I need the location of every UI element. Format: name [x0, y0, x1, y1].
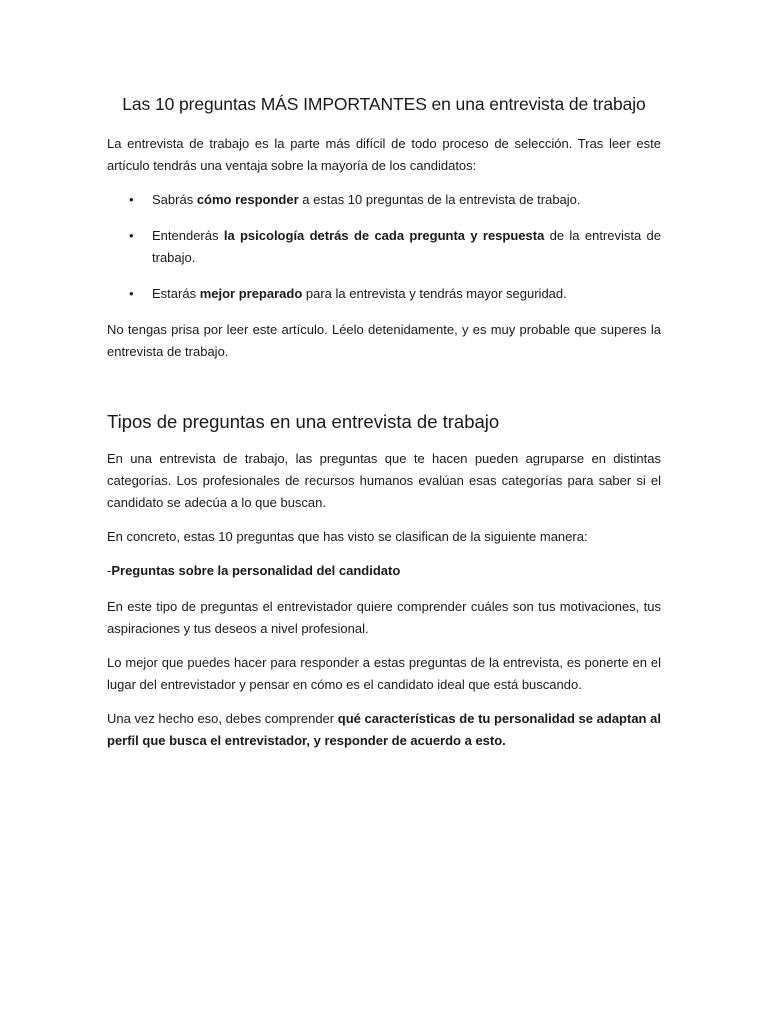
subsection-heading [107, 560, 661, 582]
list-item [107, 189, 661, 211]
list-item-emphasis: la psicología detrás de cada pregunta y respuesta [223, 228, 545, 243]
subsection-prefix: - [107, 563, 112, 578]
section-heading: Tipos de preguntas en una entrevista de trabajo [107, 411, 500, 432]
list-item-emphasis: mejor preparado [199, 286, 303, 301]
list-item-text: Sabrás [152, 192, 197, 207]
section-paragraph-4: Lo mejor que puedes hacer para responder a estas preguntas de la entrevista, es ponerte en el lugar del entrevistador y pensar en cómo es el candidato ideal que está buscando. [107, 655, 661, 692]
document-page [107, 92, 661, 764]
list-item-text: de la entrevista de trabajo. [152, 228, 662, 265]
bullet-icon: • [129, 192, 134, 207]
list-item-text: Estarás [152, 286, 200, 301]
paragraph-emphasis: qué características de tu personalidad se adaptan al perfil que busca el entrevistador, y responder de acuerdo a esto. [107, 711, 661, 748]
section-paragraph-1: En una entrevista de trabajo, las preguntas que te hacen pueden agruparse en distintas categorías. Los profesionales de recursos humanos evalúan esas categorías para saber si el candidato se adecúa a lo que buscan. [107, 451, 661, 510]
list-item-text: Entenderás [152, 228, 224, 243]
list-item-emphasis: cómo responder [196, 192, 299, 207]
list-item [107, 225, 661, 269]
section-paragraph-2: En concreto, estas 10 preguntas que has visto se clasifican de la siguiente manera: [107, 529, 588, 544]
list-item-text: a estas 10 preguntas de la entrevista de trabajo. [298, 192, 581, 207]
closing-paragraph: No tengas prisa por leer este artículo. Léelo detenidamente, y es muy probable que superes la entrevista de trabajo. [107, 322, 661, 359]
document-title: Las 10 preguntas MÁS IMPORTANTES en una entrevista de trabajo [122, 94, 646, 114]
subsection-title: Preguntas sobre la personalidad del candidato [111, 563, 401, 578]
benefits-list [107, 189, 661, 305]
section-paragraph-3: En este tipo de preguntas el entrevistador quiere comprender cuáles son tus motivaciones, tus aspiraciones y tus deseos a nivel profesional. [107, 599, 661, 636]
paragraph-text: Una vez hecho eso, debes comprender [107, 711, 338, 726]
list-item-text: para la entrevista y tendrás mayor seguridad. [302, 286, 567, 301]
intro-paragraph: La entrevista de trabajo es la parte más difícil de todo proceso de selección. Tras leer este artículo tendrás una ventaja sobre la mayoría de los candidatos: [107, 136, 661, 173]
list-item [107, 283, 661, 305]
bullet-icon: • [129, 286, 134, 301]
bullet-icon: • [129, 228, 134, 243]
section-paragraph-5 [107, 708, 661, 752]
